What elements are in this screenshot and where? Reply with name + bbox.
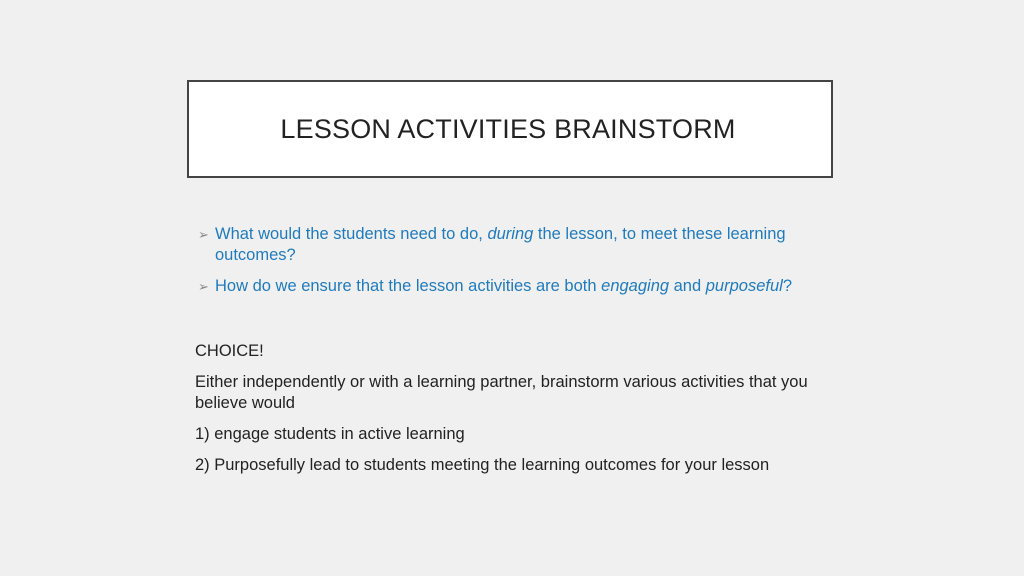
bullet-text-cont: the lesson, to meet these learning outcomes? [215,225,786,264]
bullet-text-and: and [669,277,706,295]
emphasis-during: during [487,225,534,243]
emphasis-purposeful: purposeful [705,277,783,295]
arrow-bullet-icon: ➢ [198,227,209,242]
bullet-item-engaging [198,276,838,297]
list-item-2: 2) Purposefully lead to students meeting the learning outcomes for your lesson [195,456,770,474]
choice-heading: CHOICE! [195,342,264,360]
slide-title: LESSON ACTIVITIES BRAINSTORM [280,113,736,144]
bullet-text-end: ? [782,277,792,295]
bullet-list [198,224,838,297]
body-text [195,341,845,476]
list-item-1: 1) engage students in active learning [195,425,465,443]
bullet-text: What would the students need to do, [215,225,488,243]
arrow-bullet-icon: ➢ [198,279,209,294]
bullet-item-during [198,224,838,266]
emphasis-engaging: engaging [601,277,670,295]
bullet-text: How do we ensure that the lesson activities are both [215,277,602,295]
instruction-text: Either independently or with a learning partner, brainstorm various activities that you believe would [195,373,808,412]
title-box [187,80,833,178]
